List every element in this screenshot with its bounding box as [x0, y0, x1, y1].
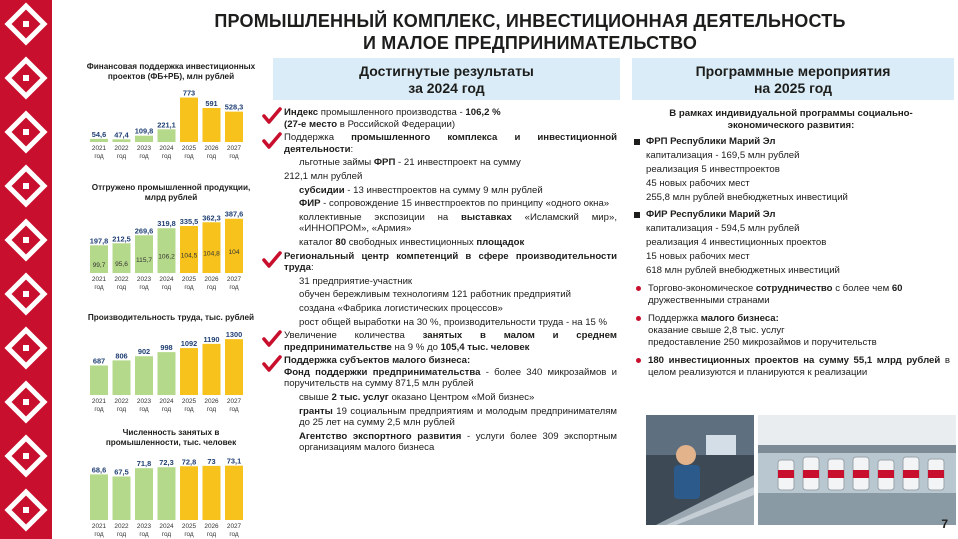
text: : — [310, 262, 314, 274]
text: субсидии — [299, 184, 345, 196]
text: - более 340 микрозаймов и поручительств на сумму 871,5 млн рублей — [284, 366, 617, 390]
text: - 13 инвестпроектов на сумму 9 млн рублей — [344, 184, 543, 196]
chart-industrial-output-plot — [86, 203, 256, 293]
text: дружественными странами — [648, 295, 770, 306]
text: выставках — [461, 211, 512, 223]
text: (27-е место — [284, 118, 338, 130]
chart-value-label: 221,1 — [157, 120, 176, 130]
fund-line: капитализация - 594,5 млн рублей — [646, 223, 800, 234]
chart-bar — [135, 356, 153, 395]
planned-small-business — [632, 313, 950, 349]
text: малого бизнеса: — [700, 313, 779, 324]
bullet-dot-icon — [636, 358, 641, 363]
chart-title: Численность занятых в промышленности, тыс. человек — [105, 428, 237, 447]
chart-year-suffix: год — [229, 284, 239, 291]
text: ФИР — [299, 198, 321, 210]
planned-header-line-2: на 2025 год — [753, 80, 833, 96]
chart-year-suffix: год — [116, 284, 127, 291]
text: рост общей выработки на 30 %, производительности труда - на 15 % — [299, 316, 608, 328]
chart-year-label: 2027 — [226, 145, 242, 152]
chart-bar — [158, 129, 176, 142]
chart-year-label: 2025 — [181, 276, 197, 283]
chart-year-suffix: год — [94, 284, 104, 291]
square-bullet-icon — [634, 212, 640, 218]
chart-bar — [225, 112, 243, 142]
chart-year-suffix: год — [139, 406, 149, 413]
chart-bar — [158, 228, 176, 273]
chart-bar — [90, 365, 108, 395]
text: - сопровождение 15 инвестпроектов по принципу «одного окна» — [320, 198, 610, 210]
chart-year-suffix: год — [229, 531, 239, 538]
checkmark-icon — [262, 330, 282, 348]
chart-inner-label: 99,7 — [92, 262, 106, 270]
ornament-pattern — [0, 0, 52, 539]
chart-value-label: 806 — [115, 351, 128, 361]
chart-value-label: 387,6 — [224, 209, 244, 219]
chart-year-label: 2026 — [204, 523, 219, 530]
text: Поддержка субъектов малого бизнеса: — [284, 355, 471, 367]
planned-intro: В рамках индивидуальной программы социально-экономического развития: — [669, 108, 913, 131]
title-line-1: ПРОМЫШЛЕННЫЙ КОМПЛЕКС, ИНВЕСТИЦИОННАЯ ДЕЯТЕЛЬНОСТЬ — [214, 11, 846, 31]
chart-bar — [180, 466, 198, 520]
chart-year-label: 2021 — [91, 398, 107, 405]
text: «Исламский мир», «ИННОПРОМ», «Армия» — [299, 211, 617, 235]
fund-line: 15 новых рабочих мест — [646, 251, 750, 262]
chart-value-label: 212,5 — [112, 234, 131, 244]
result-item-index — [262, 107, 617, 130]
text: в Российской Федерации) — [337, 118, 456, 130]
chart-bar — [113, 360, 131, 395]
planned-investment-projects — [632, 355, 950, 379]
chart-year-suffix: год — [139, 531, 149, 538]
results-header-line-2: за 2024 год — [408, 80, 485, 96]
text: в целом реализуются и планируются к реализации — [648, 355, 950, 378]
photo-bottling-line — [758, 415, 956, 525]
chart-value-label: 109,8 — [134, 126, 154, 136]
chart-year-suffix: год — [94, 153, 104, 160]
chart-value-label: 687 — [92, 356, 106, 366]
chart-year-suffix: год — [94, 406, 104, 413]
chart-year-label: 2025 — [181, 145, 197, 152]
chart-title: Отгружено промышленной продукции, млрд рублей — [91, 183, 251, 202]
chart-inner-label: 106,2 — [158, 253, 175, 261]
text: оказание свыше 2,8 тыс. услуг — [648, 325, 785, 336]
chart-bar — [203, 344, 221, 395]
fund-line: 618 млн рублей внебюджетных инвестиций — [646, 265, 840, 276]
chart-year-suffix: год — [139, 284, 149, 291]
checkmark-icon — [262, 251, 282, 269]
text: Поддержка — [648, 313, 701, 324]
result-item-sme-employment — [262, 330, 617, 353]
checkmark-icon — [262, 107, 282, 125]
fund-line: реализация 5 инвестпроектов — [646, 164, 780, 175]
text: обучен бережливым технологиям 121 работник предприятий — [299, 289, 571, 301]
text: 31 предприятие-участник — [299, 275, 413, 287]
chart-industrial-output — [86, 183, 256, 293]
text: занятых в малом и среднем предпринимательстве — [284, 330, 617, 353]
chart-year-suffix: год — [206, 531, 217, 538]
chart-value-label: 67,5 — [114, 467, 129, 477]
chart-year-suffix: год — [116, 531, 127, 538]
chart-year-label: 2024 — [159, 523, 174, 530]
checkmark-icon — [262, 355, 282, 373]
chart-employment — [86, 428, 256, 539]
chart-bar — [203, 466, 221, 520]
chart-year-label: 2024 — [159, 145, 174, 152]
chart-value-label: 902 — [137, 347, 151, 357]
chart-year-label: 2023 — [136, 523, 152, 530]
chart-year-suffix: год — [161, 284, 172, 291]
text: 105,4 тыс. человек — [440, 341, 530, 353]
chart-year-label: 2022 — [114, 398, 129, 405]
bullet-dot-icon — [636, 286, 641, 291]
fund-line: 45 новых рабочих мест — [646, 178, 750, 189]
chart-bar — [135, 468, 153, 520]
chart-year-suffix: год — [206, 406, 217, 413]
fund-name: ФРП Республики Марий Эл — [646, 136, 776, 147]
chart-value-label: 73 — [207, 456, 216, 466]
text: льготные займы — [299, 157, 374, 169]
text: 19 социальным предприятиям и молодым предпринимателям до 25 лет на сумму 2,5 млн рублей — [299, 405, 617, 429]
planned-header — [632, 58, 954, 100]
chart-year-label: 2022 — [114, 276, 129, 283]
chart-bar — [158, 352, 176, 395]
chart-bar — [225, 339, 243, 395]
chart-value-label: 68,6 — [91, 465, 107, 475]
chart-value-label: 54,6 — [91, 129, 107, 139]
chart-value-label: 773 — [182, 88, 196, 98]
chart-investment-support-plot — [86, 82, 256, 162]
chart-year-label: 2023 — [136, 145, 152, 152]
chart-year-suffix: год — [116, 406, 127, 413]
chart-year-suffix: год — [161, 406, 172, 413]
text: 180 инвестиционных проектов на сумму 55,1 млрд рублей — [648, 355, 941, 366]
fund-line: капитализация - 169,5 млн рублей — [646, 150, 800, 161]
text: промышленного комплекса и инвестиционной деятельности — [284, 132, 617, 155]
chart-year-label: 2027 — [226, 523, 242, 530]
text: 60 — [891, 283, 903, 294]
text: 2 тыс. услуг — [331, 392, 389, 404]
text: гранты — [299, 405, 333, 417]
text: Поддержка — [284, 132, 352, 144]
ornament-band — [0, 0, 52, 539]
text: свободных инвестиционных — [346, 236, 477, 248]
chart-year-suffix: год — [184, 153, 194, 160]
chart-bar — [90, 139, 108, 142]
chart-year-label: 2024 — [159, 398, 174, 405]
bullet-dot-icon — [636, 316, 641, 321]
chart-value-label: 47,4 — [114, 130, 129, 140]
chart-value-label: 362,3 — [202, 213, 221, 223]
planned-trade — [632, 283, 950, 307]
chart-year-label: 2024 — [159, 276, 174, 283]
text: коллективные экспозиции на — [299, 211, 462, 223]
chart-bar — [203, 108, 221, 142]
chart-year-suffix: год — [94, 531, 104, 538]
text: оказано Центром «Мой бизнес» — [388, 392, 535, 404]
text: Фонд поддержки предпринимательства — [284, 366, 481, 378]
text: создана «Фабрика логистических процессов» — [299, 302, 503, 314]
results-header-line-1: Достигнутые результаты — [359, 63, 534, 79]
text: - услуги более 309 экспортным организациям малого бизнеса — [299, 430, 617, 454]
square-bullet-icon — [634, 139, 640, 145]
chart-value-label: 335,5 — [179, 217, 199, 227]
chart-value-label: 1190 — [203, 334, 220, 344]
chart-bar — [90, 474, 108, 520]
text: Агентство экспортного развития — [299, 430, 462, 442]
chart-bar — [180, 98, 198, 142]
chart-year-label: 2027 — [226, 276, 242, 283]
text: каталог — [299, 236, 336, 248]
chart-employment-plot — [86, 448, 256, 539]
chart-inner-label: 104,8 — [203, 250, 220, 258]
chart-value-label: 71,8 — [136, 459, 152, 469]
chart-value-label: 72,3 — [159, 458, 174, 468]
text: сотрудничество — [755, 283, 833, 294]
chart-value-label: 73,1 — [226, 456, 242, 466]
chart-year-label: 2026 — [204, 398, 219, 405]
chart-year-suffix: год — [229, 406, 239, 413]
chart-bar — [225, 219, 243, 273]
chart-year-label: 2027 — [226, 398, 242, 405]
text: 212,1 млн рублей — [284, 170, 363, 182]
chart-value-label: 528,3 — [224, 102, 244, 112]
chart-bar — [113, 243, 131, 273]
planned-list — [632, 108, 950, 379]
text: площадок — [476, 236, 525, 248]
chart-year-suffix: год — [139, 153, 149, 160]
page-title — [120, 10, 940, 54]
chart-year-label: 2022 — [114, 145, 129, 152]
chart-value-label: 1300 — [225, 330, 243, 340]
fund-line: реализация 4 инвестиционных проектов — [646, 237, 827, 248]
chart-labor-productivity — [86, 313, 256, 415]
chart-value-label: 998 — [160, 343, 173, 353]
chart-bar — [225, 466, 243, 520]
text: Индекс — [284, 107, 319, 118]
chart-inner-label: 95,6 — [115, 261, 128, 269]
text: Региональный центр компетенций в сфере производительности труда — [284, 250, 617, 274]
chart-year-label: 2026 — [204, 276, 219, 283]
chart-value-label: 269,6 — [134, 226, 154, 236]
chart-labor-productivity-plot — [86, 323, 256, 415]
text: ФРП — [373, 157, 396, 169]
chart-year-label: 2026 — [204, 145, 219, 152]
chart-inner-label: 104,5 — [180, 252, 198, 260]
text: - 21 инвестпроект на сумму — [395, 157, 521, 169]
page-number: 7 — [941, 517, 948, 531]
chart-year-label: 2021 — [91, 145, 107, 152]
chart-title: Финансовая поддержка инвестиционных проектов (ФБ+РБ), млн рублей — [86, 62, 256, 81]
result-item-industrial-support — [262, 132, 617, 248]
chart-bar — [135, 235, 153, 273]
fund-name: ФИР Республики Марий Эл — [646, 209, 776, 220]
planned-fir — [632, 209, 950, 277]
chart-year-label: 2021 — [91, 276, 107, 283]
text: предоставление 250 микрозаймов и поручительств — [648, 337, 877, 348]
chart-year-label: 2021 — [91, 523, 107, 530]
chart-year-suffix: год — [184, 406, 194, 413]
results-list — [262, 107, 617, 456]
chart-year-suffix: год — [206, 153, 217, 160]
chart-value-label: 197,8 — [89, 236, 109, 246]
chart-year-suffix: год — [229, 153, 239, 160]
chart-bar — [180, 226, 198, 273]
chart-inner-label: 104 — [228, 248, 240, 256]
text: свыше — [299, 392, 332, 404]
chart-year-suffix: год — [184, 531, 194, 538]
chart-year-label: 2023 — [136, 276, 152, 283]
chart-bar — [135, 136, 153, 142]
chart-value-label: 72,8 — [181, 457, 197, 467]
planned-header-line-1: Программные мероприятия — [695, 63, 891, 79]
chart-bar — [113, 139, 131, 142]
chart-year-suffix: год — [184, 284, 194, 291]
chart-year-label: 2023 — [136, 398, 152, 405]
chart-inner-label: 115,7 — [135, 257, 153, 265]
chart-year-label: 2025 — [181, 523, 197, 530]
chart-bar — [158, 467, 176, 520]
chart-value-label: 591 — [205, 99, 218, 109]
chart-value-label: 319,8 — [157, 219, 176, 229]
chart-year-label: 2025 — [181, 398, 197, 405]
text: на 9 % до — [391, 341, 441, 353]
chart-bar — [203, 222, 221, 273]
chart-year-label: 2022 — [114, 523, 129, 530]
chart-year-suffix: год — [206, 284, 217, 291]
chart-value-label: 1092 — [180, 339, 198, 349]
text: Торгово-экономическое — [648, 283, 756, 294]
text: 106,2 % — [465, 107, 501, 118]
result-item-small-business — [262, 355, 617, 454]
text: с более чем — [832, 283, 892, 294]
chart-bar — [180, 348, 198, 395]
result-item-competence-center — [262, 251, 617, 329]
chart-year-suffix: год — [161, 531, 172, 538]
text: 80 — [335, 236, 347, 248]
results-header — [273, 58, 620, 100]
title-line-2: И МАЛОЕ ПРЕДПРИНИМАТЕЛЬСТВО — [362, 33, 698, 53]
text: : — [350, 143, 354, 155]
chart-year-suffix: год — [116, 153, 127, 160]
checkmark-icon — [262, 132, 282, 150]
planned-frp — [632, 136, 950, 204]
chart-year-suffix: год — [161, 153, 172, 160]
text: Увеличение количества — [284, 330, 423, 342]
photo-metalwork — [646, 415, 754, 525]
fund-line: 255,8 млн рублей внебюджетных инвестиций — [646, 192, 848, 203]
chart-bar — [113, 477, 131, 521]
text: промышленного производства - — [318, 107, 466, 118]
chart-title: Производительность труда, тыс. рублей — [87, 313, 255, 322]
chart-investment-support — [86, 62, 256, 162]
